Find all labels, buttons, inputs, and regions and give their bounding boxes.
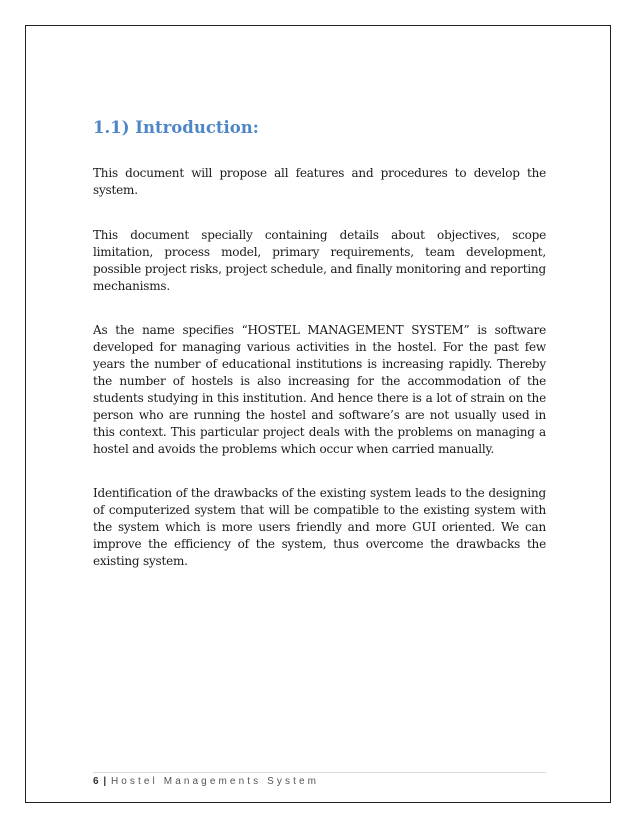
paragraph-purpose: This document will propose all features and procedures to develop the system. <box>93 166 546 197</box>
paragraph-overview: As the name specifies “HOSTEL MANAGEMENT SYSTEM” is software developed for managing various activities in the hostel. For the past few years the number of educational institutions is increasing rapidly. Thereby the number of hostels is also increasing for the accommodation of the students studying in this institution. And hence there is a lot of strain on the person who are running the hostel and software’s are not usually used in this context. This particular project deals with the problems on managing a hostel and avoids the problems which occur when carried manually. <box>93 323 546 456</box>
paragraph-drawbacks: Identification of the drawbacks of the existing system leads to the designing of computerized system that will be compatible to the existing system with the system which is more users friendly and more GUI oriented. We can improve the efficiency of the system, thus overcome the drawbacks the existing system. <box>93 486 546 568</box>
footer-title: Hostel Managements System <box>110 776 320 787</box>
section-heading: 1.1) Introduction: <box>93 118 259 137</box>
footer-separator: | <box>103 776 107 787</box>
document-body <box>93 118 546 597</box>
page-footer <box>93 776 319 787</box>
footer-divider <box>93 772 546 773</box>
page-number: 6 <box>93 776 99 787</box>
paragraph-contents: This document specially containing details about objectives, scope limitation, process model, primary requirements, team development, possible project risks, project schedule, and finally monitoring and reporting mechanisms. <box>93 228 546 293</box>
